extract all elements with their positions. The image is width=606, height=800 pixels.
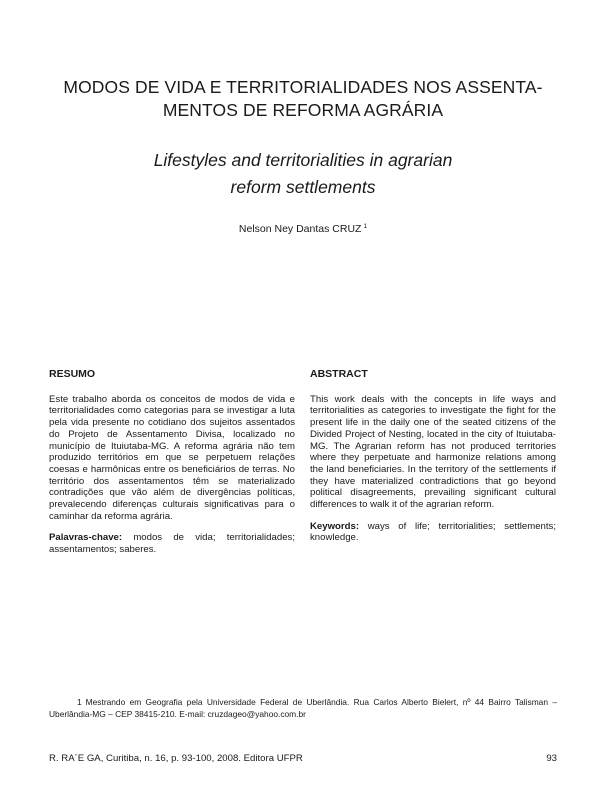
- subtitle-line-2: reform settlements: [230, 177, 376, 197]
- title-line-2: MENTOS DE REFORMA AGRÁRIA: [162, 100, 444, 120]
- author-name: Nelson Ney Dantas CRUZ: [238, 223, 362, 235]
- title-line-1: MODOS DE VIDA E TERRITORIALIDADES NOS ASSENTA-: [63, 77, 543, 97]
- page-footer: [49, 753, 557, 764]
- abstract-keywords: [310, 521, 556, 544]
- abstract-body: This work deals with the concepts in life ways and territorialities as categories to investigate the fight for the present life in the daily one of the seated citizens of the Divided Project of Nesting, located in the city of Ituiutaba-MG. The Agrarian reform has not produced territories where they perpetuate and harmonize relations among the land beneficiaries. In the territory of the settlements if they have materialized contradictions that go beyond political disagreements, prevailing significant cultural differences to walk it of the agrarian reform.: [310, 393, 556, 511]
- subtitle-line-1: Lifestyles and territorialities in agrarian: [153, 150, 453, 170]
- resumo-heading: RESUMO: [49, 368, 96, 380]
- article-subtitle-english: [60, 147, 546, 201]
- journal-citation: R. RA´E GA, Curitiba, n. 16, p. 93-100, 2008. Editora UFPR: [49, 753, 303, 764]
- author-line: [60, 223, 546, 235]
- resumo-keywords: [49, 532, 295, 555]
- footnote-number: 1: [77, 697, 82, 707]
- resumo-keywords-label: Palavras-chave:: [49, 532, 123, 544]
- abstract-keywords-text: ways of life; territorialities; settlements; knowledge.: [310, 520, 556, 544]
- article-title: [40, 76, 566, 122]
- page-number: 93: [546, 753, 557, 764]
- abstract-keywords-label: Keywords:: [310, 520, 360, 532]
- abstract-section: [310, 369, 556, 544]
- author-footnote-mark: 1: [363, 223, 368, 230]
- resumo-section: [49, 369, 295, 556]
- abstract-heading: ABSTRACT: [310, 368, 368, 380]
- resumo-keywords-text: modos de vida; territorialidades; assentamentos; saberes.: [49, 532, 295, 556]
- footnote: [49, 697, 557, 720]
- footnote-text: Mestrando em Geografia pela Universidade Federal de Uberlândia. Rua Carlos Alberto Bielert, nº 44 Bairro Talisman – Uberlândia-MG – CEP 38415-210. E-mail: cruzdageo@yahoo.com.br: [49, 697, 557, 719]
- resumo-body: Este trabalho aborda os conceitos de modos de vida e territorialidades como categorias para se investigar a luta pela vida presente no cotidiano dos sujeitos assentados do Projeto de Assentamento Divisa, localizado no município de Ituiutaba-MG. A reforma agrária não tem produzido territórios em que se perpetuem relações coesas e harmônicas entre os beneficiários de terras. No território dos assentamentos têm se materializado contradições que vão além de divergências políticas, prevalecendo diferenças culturais significativas para o caminhar da reforma agrária.: [49, 393, 295, 522]
